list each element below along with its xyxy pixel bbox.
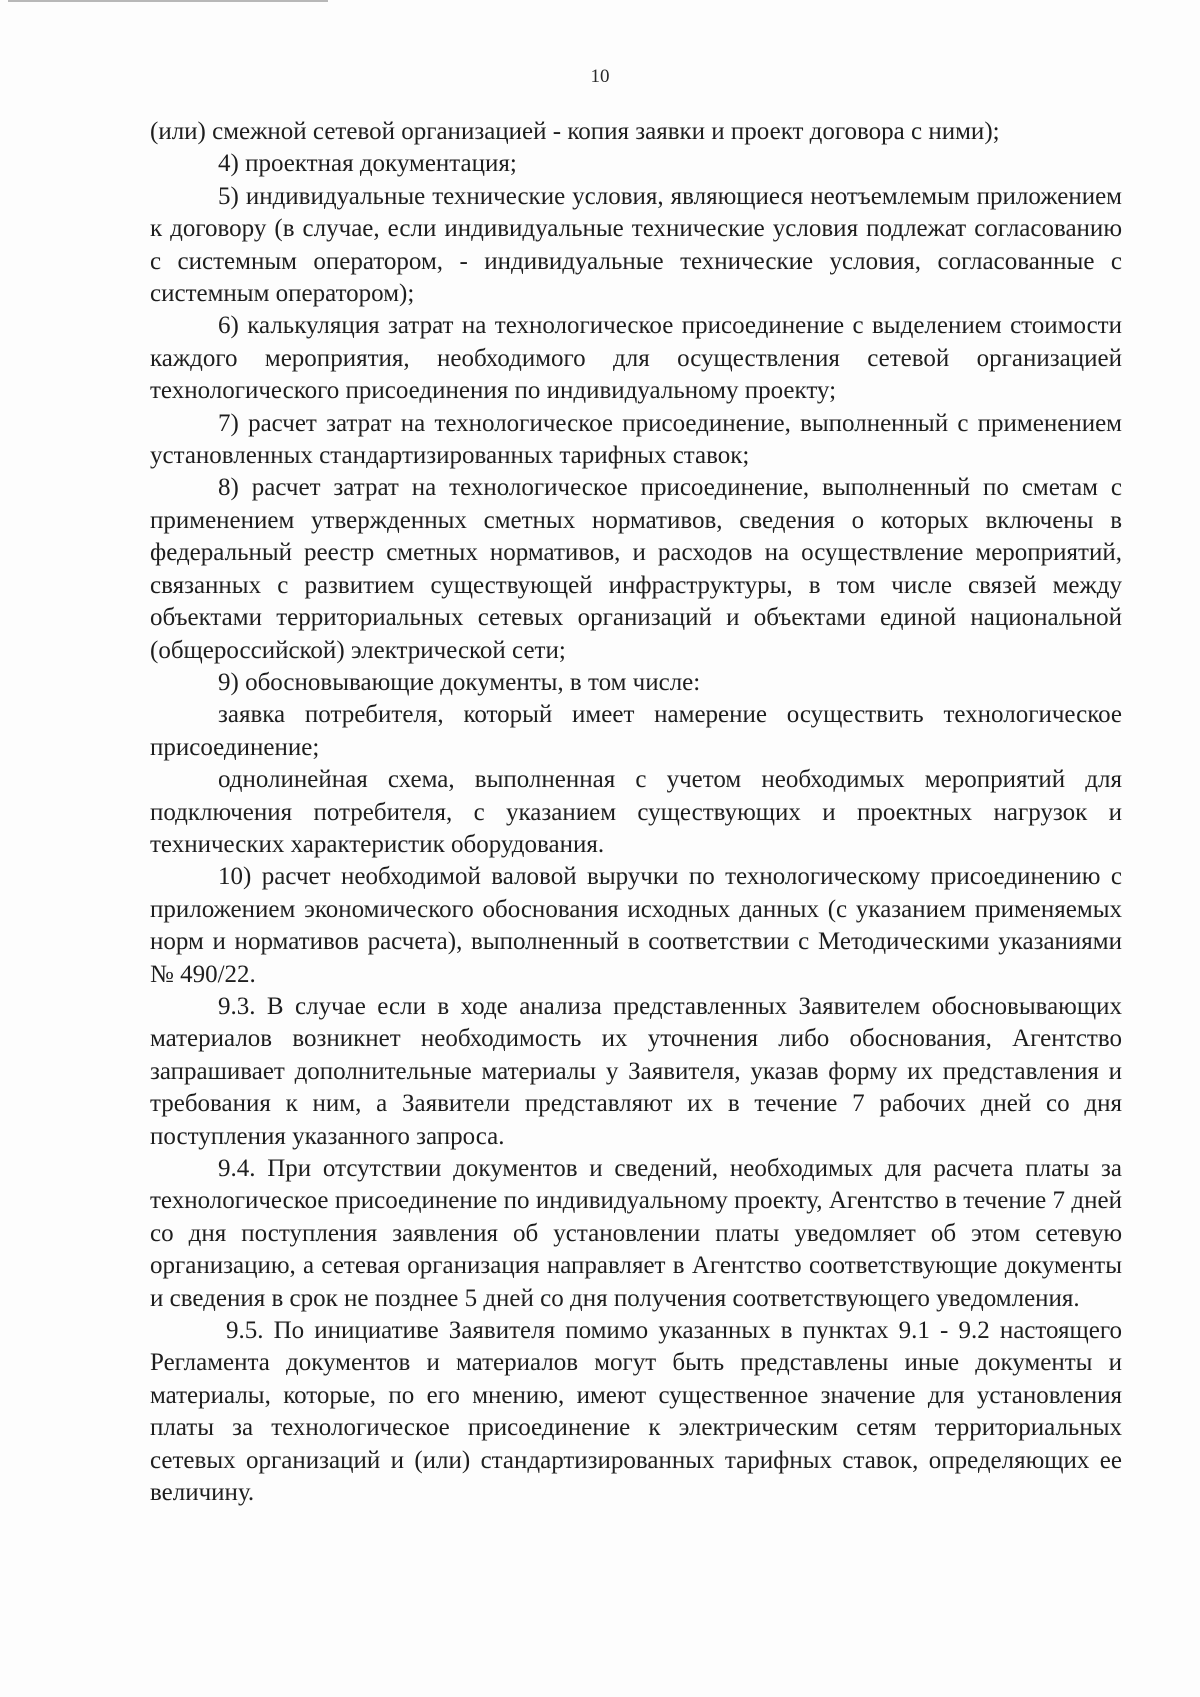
section-9-3: 9.3. В случае если в ходе анализа представленных Заявителем обосновывающих материалов возникнет необходимость их уточнения либо обоснования, Агентство запрашивает дополнительные материалы у Заявителя, указав форму их представления и требования к ним, а Заявители представляют их в течение 7 рабочих дней со дня поступления указанного запроса.: [150, 992, 1122, 1150]
page-number: 10: [590, 66, 610, 87]
scan-edge-line: [8, 0, 328, 2]
list-item-4: 4) проектная документация;: [218, 150, 517, 178]
list-item-9-sub-application: заявка потребителя, который имеет намерение осуществить технологическое присоединение;: [150, 701, 1122, 761]
list-item-6: 6) калькуляция затрат на технологическое присоединение с выделением стоимости каждого мероприятия, необходимого для осуществления сетевой организацией технологического присоединения по индивидуальному проекту;: [150, 312, 1122, 405]
list-item-10: 10) расчет необходимой валовой выручки по технологическому присоединению с приложением экономического обоснования исходных данных (с указанием применяемых норм и нормативов расчета), выполненный в соответствии с Методическими указаниями № 490/22.: [150, 863, 1122, 988]
list-item-7: 7) расчет затрат на технологическое присоединение, выполненный с применением установленных стандартизированных тарифных ставок;: [150, 409, 1122, 470]
paragraph-continuation: (или) смежной сетевой организацией - копия заявки и проект договора с ними);: [150, 118, 1000, 145]
section-9-4: 9.4. При отсутствии документов и сведений, необходимых для расчета платы за технологическое присоединение по индивидуальному проекту, Агентство в течение 7 дней со дня поступления заявления об установлении платы уведомляет об этом сетевую организацию, а сетевая организация направляет в Агентство соответствующие документы и сведения в срок не позднее 5 дней со дня получения соответствующего уведомления.: [150, 1155, 1122, 1312]
section-9-5: 9.5. По инициативе Заявителя помимо указанных в пунктах 9.1 - 9.2 настоящего Регламента документов и материалов могут быть представлены иные документы и материалы, которые, по его мнению, имеют существенное значение для установления платы за технологическое присоединение к электрическим сетям территориальных сетевых организаций и (или) стандартизированных тарифных ставок, определяющих ее величину.: [150, 1317, 1122, 1507]
list-item-5: 5) индивидуальные технические условия, являющиеся неотъемлемым приложением к договору (в случае, если индивидуальные технические условия подлежат согласованию с системным оператором, - индивидуальные технические условия, согласованные с системным оператором);: [150, 182, 1122, 308]
list-item-9: 9) обосновывающие документы, в том числе:: [218, 668, 701, 696]
document-body: [150, 116, 1122, 1509]
list-item-8: 8) расчет затрат на технологическое присоединение, выполненный по сметам с применением утвержденных сметных нормативов, сведения о которых включены в федеральный реестр сметных нормативов, и расходов на осуществление мероприятий, связанных с развитием существующей инфраструктуры, в том числе связей между объектами территориальных сетевых организаций и объектами единой национальной (общероссийской) электрической сети;: [150, 474, 1122, 664]
list-item-9-sub-diagram: однолинейная схема, выполненная с учетом необходимых мероприятий для подключения потребителя, с указанием существующих и проектных нагрузок и технических характеристик оборудования.: [150, 766, 1122, 858]
